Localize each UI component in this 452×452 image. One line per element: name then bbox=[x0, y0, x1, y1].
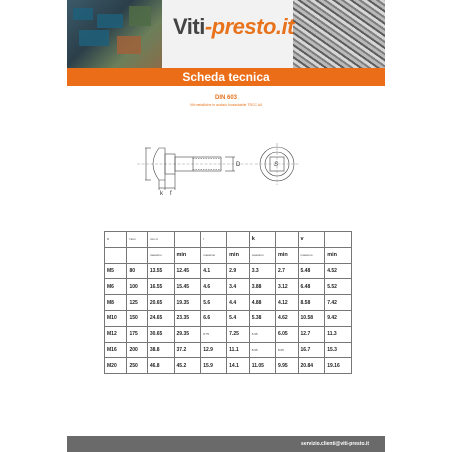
table-cell: 20.84 bbox=[298, 358, 325, 374]
col-header-blank bbox=[275, 232, 298, 248]
table-row bbox=[105, 326, 352, 342]
table-cell: 12.45 bbox=[174, 263, 201, 279]
table-cell: 4.4 bbox=[227, 295, 250, 311]
table-cell: 19.35 bbox=[174, 295, 201, 311]
table-cell: 11.3 bbox=[325, 326, 352, 342]
table-cell: 5.48 bbox=[298, 263, 325, 279]
header-banner bbox=[67, 0, 385, 68]
dim-label-s: S bbox=[274, 162, 279, 168]
table-cell: 6.05 bbox=[275, 326, 298, 342]
table-cell: 10.58 bbox=[298, 310, 325, 326]
table-cell: 4.12 bbox=[275, 295, 298, 311]
table-row bbox=[105, 279, 352, 295]
table-cell: 4.62 bbox=[275, 310, 298, 326]
table-cell: 46.8 bbox=[147, 358, 174, 374]
table-cell: 6.6 bbox=[201, 310, 227, 326]
subheader-min: min bbox=[227, 247, 250, 263]
row-size-cell: M20 bbox=[105, 358, 127, 374]
table-cell: 6.95 bbox=[249, 326, 275, 342]
col-header-blank bbox=[325, 232, 352, 248]
table-cell: 15.45 bbox=[174, 279, 201, 295]
subheader-max: massimo bbox=[147, 247, 174, 263]
table-cell: 200 bbox=[127, 342, 147, 358]
table-cell: 4.88 bbox=[249, 295, 275, 311]
footer-bar bbox=[67, 436, 385, 452]
table-cell: 125 bbox=[127, 295, 147, 311]
brand-logo bbox=[173, 14, 293, 48]
table-subheader-row bbox=[105, 247, 352, 263]
table-cell: 30.65 bbox=[147, 326, 174, 342]
logo-text: Viti-presto.it bbox=[173, 14, 294, 39]
table-row bbox=[105, 263, 352, 279]
table-cell: 37.2 bbox=[174, 342, 201, 358]
row-size-cell: M16 bbox=[105, 342, 127, 358]
table-row bbox=[105, 358, 352, 374]
table-row bbox=[105, 295, 352, 311]
table-cell: 2.9 bbox=[227, 263, 250, 279]
table-cell: 13.55 bbox=[147, 263, 174, 279]
dim-label-d: D bbox=[236, 162, 241, 168]
table-cell: 3.4 bbox=[227, 279, 250, 295]
table-cell: 7.25 bbox=[227, 326, 250, 342]
datasheet-page bbox=[67, 0, 385, 452]
page-title: Scheda tecnica bbox=[182, 70, 270, 84]
table-cell: 4.1 bbox=[201, 263, 227, 279]
table-row bbox=[105, 310, 352, 326]
table-cell: 175 bbox=[127, 326, 147, 342]
col-header-mm: mm m bbox=[147, 232, 174, 248]
table-cell: 100 bbox=[127, 279, 147, 295]
col-header-k: k bbox=[249, 232, 275, 248]
table-cell: 8.75 bbox=[201, 326, 227, 342]
subheader-min: min bbox=[325, 247, 352, 263]
col-header-nom: Nom bbox=[127, 232, 147, 248]
table-cell: 12.7 bbox=[298, 326, 325, 342]
table-cell: 7.42 bbox=[325, 295, 352, 311]
table-cell: 80 bbox=[127, 263, 147, 279]
table-cell: 38.8 bbox=[147, 342, 174, 358]
table-cell: 20.65 bbox=[147, 295, 174, 311]
contact-email[interactable]: servizio.clienti@viti-presto.it bbox=[301, 441, 369, 447]
table-cell: 3.88 bbox=[249, 279, 275, 295]
dimensions-table bbox=[104, 231, 352, 374]
table-cell: 4.6 bbox=[201, 279, 227, 295]
dim-label-k: k bbox=[160, 191, 163, 197]
table-cell: 29.35 bbox=[174, 326, 201, 342]
row-size-cell: M5 bbox=[105, 263, 127, 279]
bolt-drawing bbox=[137, 138, 327, 198]
table-cell: 3.12 bbox=[275, 279, 298, 295]
row-size-cell: M12 bbox=[105, 326, 127, 342]
table-cell: 9.95 bbox=[275, 358, 298, 374]
table-cell: 19.16 bbox=[325, 358, 352, 374]
col-header-blank bbox=[174, 232, 201, 248]
table-cell: 5.6 bbox=[201, 295, 227, 311]
table-header-row bbox=[105, 232, 352, 248]
table-cell: 150 bbox=[127, 310, 147, 326]
table-cell: 14.1 bbox=[227, 358, 250, 374]
table-cell: 5.4 bbox=[227, 310, 250, 326]
table-cell: 9.42 bbox=[325, 310, 352, 326]
table-cell: 3.3 bbox=[249, 263, 275, 279]
col-header-f: f bbox=[201, 232, 227, 248]
table-cell: 16.55 bbox=[147, 279, 174, 295]
subheader-min: min bbox=[174, 247, 201, 263]
row-size-cell: M10 bbox=[105, 310, 127, 326]
title-bar bbox=[67, 68, 385, 86]
table-cell: 11.05 bbox=[249, 358, 275, 374]
table-cell: 16.7 bbox=[298, 342, 325, 358]
row-size-cell: M8 bbox=[105, 295, 127, 311]
table-cell: 8.58 bbox=[298, 295, 325, 311]
subheader-min: min bbox=[275, 247, 298, 263]
row-size-cell: M6 bbox=[105, 279, 127, 295]
subheader-max: massimo bbox=[201, 247, 227, 263]
table-cell: 5.52 bbox=[325, 279, 352, 295]
table-cell: 6.48 bbox=[298, 279, 325, 295]
table-body bbox=[105, 263, 352, 374]
table-cell: 250 bbox=[127, 358, 147, 374]
standard-description: Viti metalliche in acciaio Inossidabile TRCC A4 bbox=[189, 103, 263, 107]
table-row bbox=[105, 342, 352, 358]
table-cell: 45.2 bbox=[174, 358, 201, 374]
table-cell: 8.95 bbox=[249, 342, 275, 358]
table-cell: 8.05 bbox=[275, 342, 298, 358]
table-cell: 24.65 bbox=[147, 310, 174, 326]
table-cell: 15.3 bbox=[325, 342, 352, 358]
dim-label-f: f bbox=[170, 191, 172, 197]
col-header-v: v bbox=[298, 232, 325, 248]
table-cell: 15.9 bbox=[201, 358, 227, 374]
table-cell: 4.52 bbox=[325, 263, 352, 279]
table-cell: 2.7 bbox=[275, 263, 298, 279]
tools-photo bbox=[67, 0, 162, 68]
table-cell: 11.1 bbox=[227, 342, 250, 358]
table-cell: 5.38 bbox=[249, 310, 275, 326]
table-cell: 23.35 bbox=[174, 310, 201, 326]
subheader-max: massimo bbox=[298, 247, 325, 263]
screws-photo bbox=[293, 0, 385, 68]
table-cell: 12.9 bbox=[201, 342, 227, 358]
standard-code: DIN 603 bbox=[214, 95, 237, 101]
subheader-max: massimo bbox=[249, 247, 275, 263]
col-header-d: D bbox=[105, 232, 127, 248]
col-header-blank bbox=[227, 232, 250, 248]
